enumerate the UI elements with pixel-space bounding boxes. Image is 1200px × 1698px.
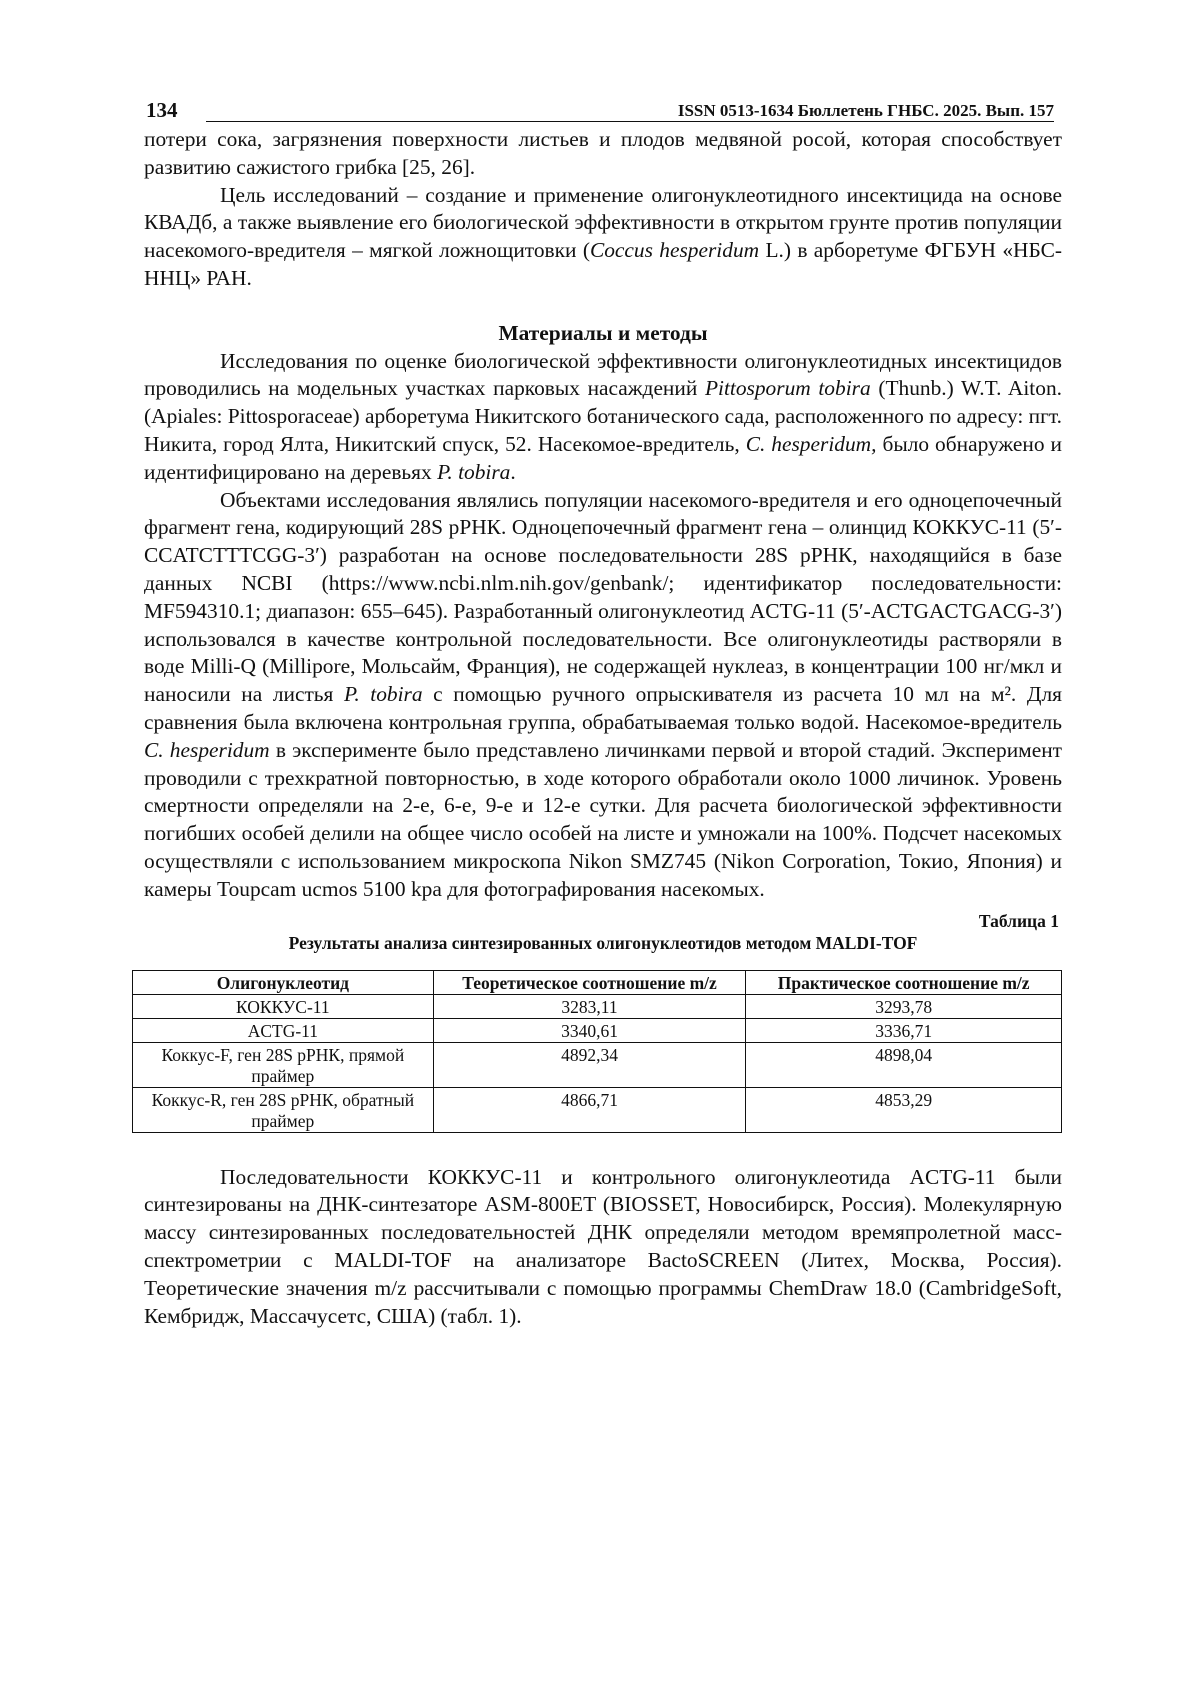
results-paragraph-1: Последовательности КОККУС-11 и контрольного олигонуклеотида ACTG-11 были синтезированы на ДНК-синтезаторе ASM-800ET (BIOSSET, Новосибирск, Россия). Молекулярную массу синтезированных последовательностей ДНК определяли методом времяпролетной масс-спектрометрии с MALDI-TOF на анализаторе BactoSCREEN (Литех, Москва, Россия). Теоретические значения m/z рассчитывали с помощью программы ChemDraw 18.0 (CambridgeSoft, Кембридж, Массачусетс, США) (табл. 1). bbox=[144, 1164, 1062, 1328]
table-cell: ACTG-11 bbox=[133, 1018, 434, 1042]
table-cell: 4898,04 bbox=[746, 1042, 1062, 1087]
species-name: C. hesperidum, bbox=[745, 431, 877, 456]
table-row bbox=[133, 994, 1062, 1018]
table-cell: 4853,29 bbox=[746, 1087, 1062, 1132]
journal-title: ISSN 0513-1634 Бюллетень ГНБС. 2025. Вып. 157 bbox=[677, 101, 1054, 120]
table-cell: Коккус-R, ген 28S рРНК, обратный праймер bbox=[133, 1087, 434, 1132]
species-name: C. hesperidum bbox=[144, 737, 270, 762]
column-header: Практическое соотношение m/z bbox=[746, 970, 1062, 994]
results-table bbox=[132, 970, 1062, 1133]
page bbox=[144, 94, 1062, 1330]
species-name: P. tobira bbox=[437, 459, 511, 484]
species-name: Coccus hesperidum bbox=[589, 238, 760, 263]
column-header: Теоретическое соотношение m/z bbox=[433, 970, 746, 994]
table-row bbox=[133, 1087, 1062, 1132]
running-header bbox=[144, 94, 1062, 126]
table-cell: 3293,78 bbox=[746, 994, 1062, 1018]
table-caption: Результаты анализа синтезированных олигонуклеотидов методом MALDI-TOF bbox=[288, 932, 918, 953]
species-name: Pittosporum tobira bbox=[704, 376, 871, 401]
table-cell: 3336,71 bbox=[746, 1018, 1062, 1042]
header-rule bbox=[206, 121, 1054, 122]
section-heading-methods: Материалы и методы bbox=[498, 320, 708, 345]
table-label: Таблица 1 bbox=[978, 910, 1059, 931]
table-row bbox=[133, 1018, 1062, 1042]
table-cell: 3283,11 bbox=[433, 994, 746, 1018]
table-cell: 4892,34 bbox=[433, 1042, 746, 1087]
page-number: 134 bbox=[146, 98, 178, 122]
intro-paragraph-1: потери сока, загрязнения поверхности листьев и плодов медвяной росой, которая способствует развитию сажистого грибка [25, 26]. bbox=[144, 127, 1062, 179]
table-cell: КОККУС-11 bbox=[133, 994, 434, 1018]
column-header: Олигонуклеотид bbox=[133, 970, 434, 994]
table-cell: 3340,61 bbox=[433, 1018, 746, 1042]
methods-paragraph-2: Объектами исследования являлись популяции насекомого-вредителя и его одноцепочечный фрагмент гена, кодирующий 28S рРНК. Одноцепочечный фрагмент гена – олинцид КОККУС-11 (5′-CCATCTTTCGG-3′) разработан на основе последовательности 28S рРНК, находящийся в базе данных NCBI (https://www.ncbi.nlm.nih.gov/genbank/; идентификатор последовательности: MF594310.1; диапазон: 655–645). Разработанный олигонуклеотид ACTG-11 (5′-ACTGACTGACG-3′) использовался в качестве контрольной последовательности. Все олигонуклеотиды растворяли в воде Milli-Q (Millipore, Мольсайм, Франция), не содержащей нуклеаз, в концентрации 100 нг/мкл и наносили на листья P. tobira с помощью ручного опрыскивателя из расчета 10 мл на м². Для сравнения была включена контрольная группа, обрабатываемая только водой. Насекомое-вредитель C. hesperidum в эксперименте было представлено личинками первой и второй стадий. Эксперимент проводили с трехкратной повторностью, в ходе которого обработали около 1000 личинок. Уровень смертности определяли на 2-е, 6-е, 9-е и 12-е сутки. Для расчета биологической эффективности погибших особей делили на общее число особей на листе и умножали на 100%. Подсчет насекомых осуществляли с использованием микроскопа Nikon SMZ745 (Nikon Corporation, Токио, Япония) и камеры Toupcam ucmos 5100 kpa для фотографирования насекомых. bbox=[144, 487, 1062, 901]
intro-paragraph-2: Цель исследований – создание и применение олигонуклеотидного инсектицида на основе КВАДб, а также выявление его биологической эффективности в открытом грунте против популяции насекомого-вредителя – мягкой ложнощитовки (Coccus hesperidum L.) в арборетуме ФГБУН «НБС-ННЦ» РАН. bbox=[144, 182, 1062, 290]
table-header-row bbox=[133, 970, 1062, 994]
species-name: P. tobira bbox=[344, 682, 423, 707]
table-cell: 4866,71 bbox=[433, 1087, 746, 1132]
table-cell: Коккус-F, ген 28S рРНК, прямой праймер bbox=[133, 1042, 434, 1087]
table-row bbox=[133, 1042, 1062, 1087]
methods-paragraph-1: Исследования по оценке биологической эффективности олигонуклеотидных инсектицидов проводились на модельных участках парковых насаждений Pittosporum tobira (Thunb.) W.T. Aiton. (Apiales: Pittosporaceae) арборетума Никитского ботанического сада, расположенного по адресу: пгт. Никита, город Ялта, Никитский спуск, 52. Насекомое-вредитель, C. hesperidum, было обнаружено и идентифицировано на деревьях P. tobira. bbox=[144, 348, 1062, 484]
